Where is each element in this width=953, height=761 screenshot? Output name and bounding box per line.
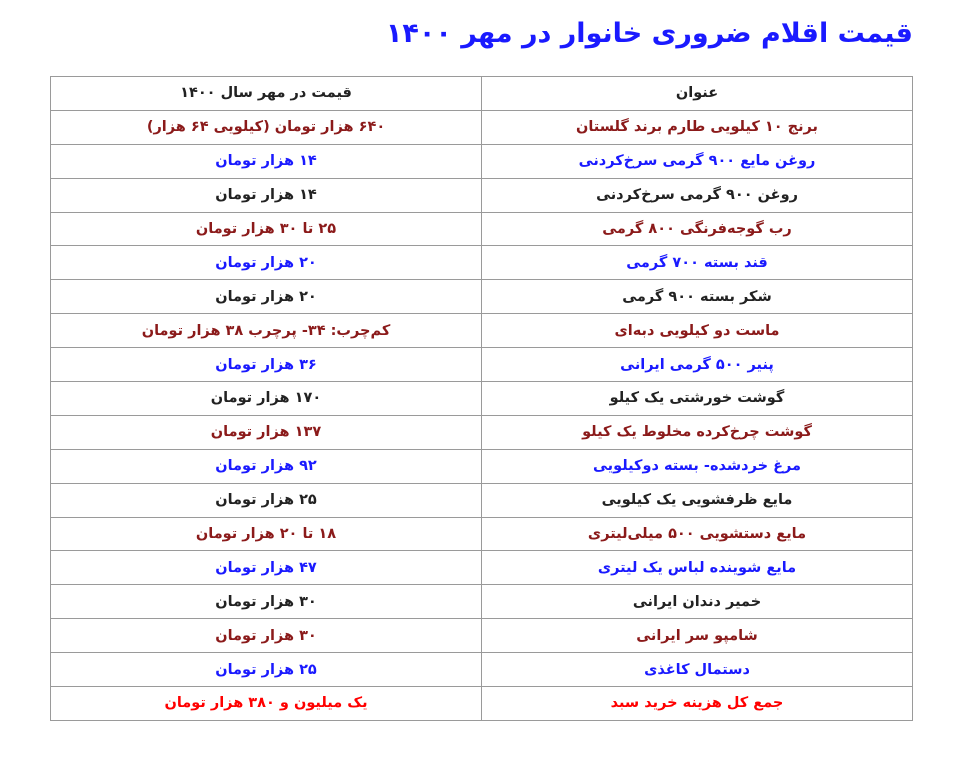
- price-cell: ۴۷ هزار تومان: [51, 551, 482, 585]
- price-cell: ۲۵ هزار تومان: [51, 483, 482, 517]
- table-row: [51, 449, 913, 483]
- item-cell: شکر بسته ۹۰۰ گرمی: [482, 280, 913, 314]
- price-cell: ۹۲ هزار تومان: [51, 449, 482, 483]
- table-row: [51, 382, 913, 416]
- table-row: [51, 110, 913, 144]
- table-row: [51, 246, 913, 280]
- price-cell: ۲۰ هزار تومان: [51, 246, 482, 280]
- price-table: [50, 76, 913, 721]
- item-cell: روغن ۹۰۰ گرمی سرخ‌کردنی: [482, 178, 913, 212]
- price-cell: ۲۵ تا ۳۰ هزار تومان: [51, 212, 482, 246]
- item-cell: برنج ۱۰ کیلویی طارم برند گلستان: [482, 110, 913, 144]
- price-cell: ۱۴ هزار تومان: [51, 144, 482, 178]
- item-cell: گوشت چرخ‌کرده مخلوط یک کیلو: [482, 415, 913, 449]
- item-cell: شامپو سر ایرانی: [482, 619, 913, 653]
- price-cell: ۳۰ هزار تومان: [51, 619, 482, 653]
- table-row: [51, 687, 913, 721]
- table-row: [51, 517, 913, 551]
- table-row: [51, 144, 913, 178]
- page-title: قیمت اقلام ضروری خانوار در مهر ۱۴۰۰: [385, 18, 913, 49]
- table-row: [51, 178, 913, 212]
- table-row: [51, 551, 913, 585]
- item-cell: مایع ظرفشویی یک کیلویی: [482, 483, 913, 517]
- item-cell: مایع شوینده لباس یک لیتری: [482, 551, 913, 585]
- item-cell: رب گوجه‌فرنگی ۸۰۰ گرمی: [482, 212, 913, 246]
- table-header-row: [51, 77, 913, 111]
- item-cell: مرغ خردشده- بسته دوکیلویی: [482, 449, 913, 483]
- table-row: [51, 619, 913, 653]
- price-cell: ۳۶ هزار تومان: [51, 348, 482, 382]
- table-row: [51, 585, 913, 619]
- table-row: [51, 348, 913, 382]
- table-row: [51, 280, 913, 314]
- table-row: [51, 483, 913, 517]
- price-cell: ۱۸ تا ۲۰ هزار تومان: [51, 517, 482, 551]
- price-cell: کم‌چرب: ۳۴- پرچرب ۳۸ هزار تومان: [51, 314, 482, 348]
- item-cell: دستمال کاغذی: [482, 653, 913, 687]
- price-cell: ۲۵ هزار تومان: [51, 653, 482, 687]
- table-row: [51, 415, 913, 449]
- price-cell: ۱۷۰ هزار تومان: [51, 382, 482, 416]
- table-row: [51, 653, 913, 687]
- item-cell: قند بسته ۷۰۰ گرمی: [482, 246, 913, 280]
- price-cell: ۶۴۰ هزار تومان (کیلویی ۶۴ هزار): [51, 110, 482, 144]
- item-cell: روغن مایع ۹۰۰ گرمی سرخ‌کردنی: [482, 144, 913, 178]
- item-cell: ماست دو کیلویی دبه‌ای: [482, 314, 913, 348]
- header-price: قیمت در مهر سال ۱۴۰۰: [51, 77, 482, 111]
- item-cell: خمیر دندان ایرانی: [482, 585, 913, 619]
- item-cell: گوشت خورشتی یک کیلو: [482, 382, 913, 416]
- price-cell: یک میلیون و ۳۸۰ هزار تومان: [51, 687, 482, 721]
- price-cell: ۱۴ هزار تومان: [51, 178, 482, 212]
- table-row: [51, 212, 913, 246]
- item-cell: جمع کل هزینه خرید سبد: [482, 687, 913, 721]
- table-row: [51, 314, 913, 348]
- price-cell: ۲۰ هزار تومان: [51, 280, 482, 314]
- item-cell: پنیر ۵۰۰ گرمی ایرانی: [482, 348, 913, 382]
- price-cell: ۱۳۷ هزار تومان: [51, 415, 482, 449]
- price-cell: ۳۰ هزار تومان: [51, 585, 482, 619]
- item-cell: مایع دستشویی ۵۰۰ میلی‌لیتری: [482, 517, 913, 551]
- header-item: عنوان: [482, 77, 913, 111]
